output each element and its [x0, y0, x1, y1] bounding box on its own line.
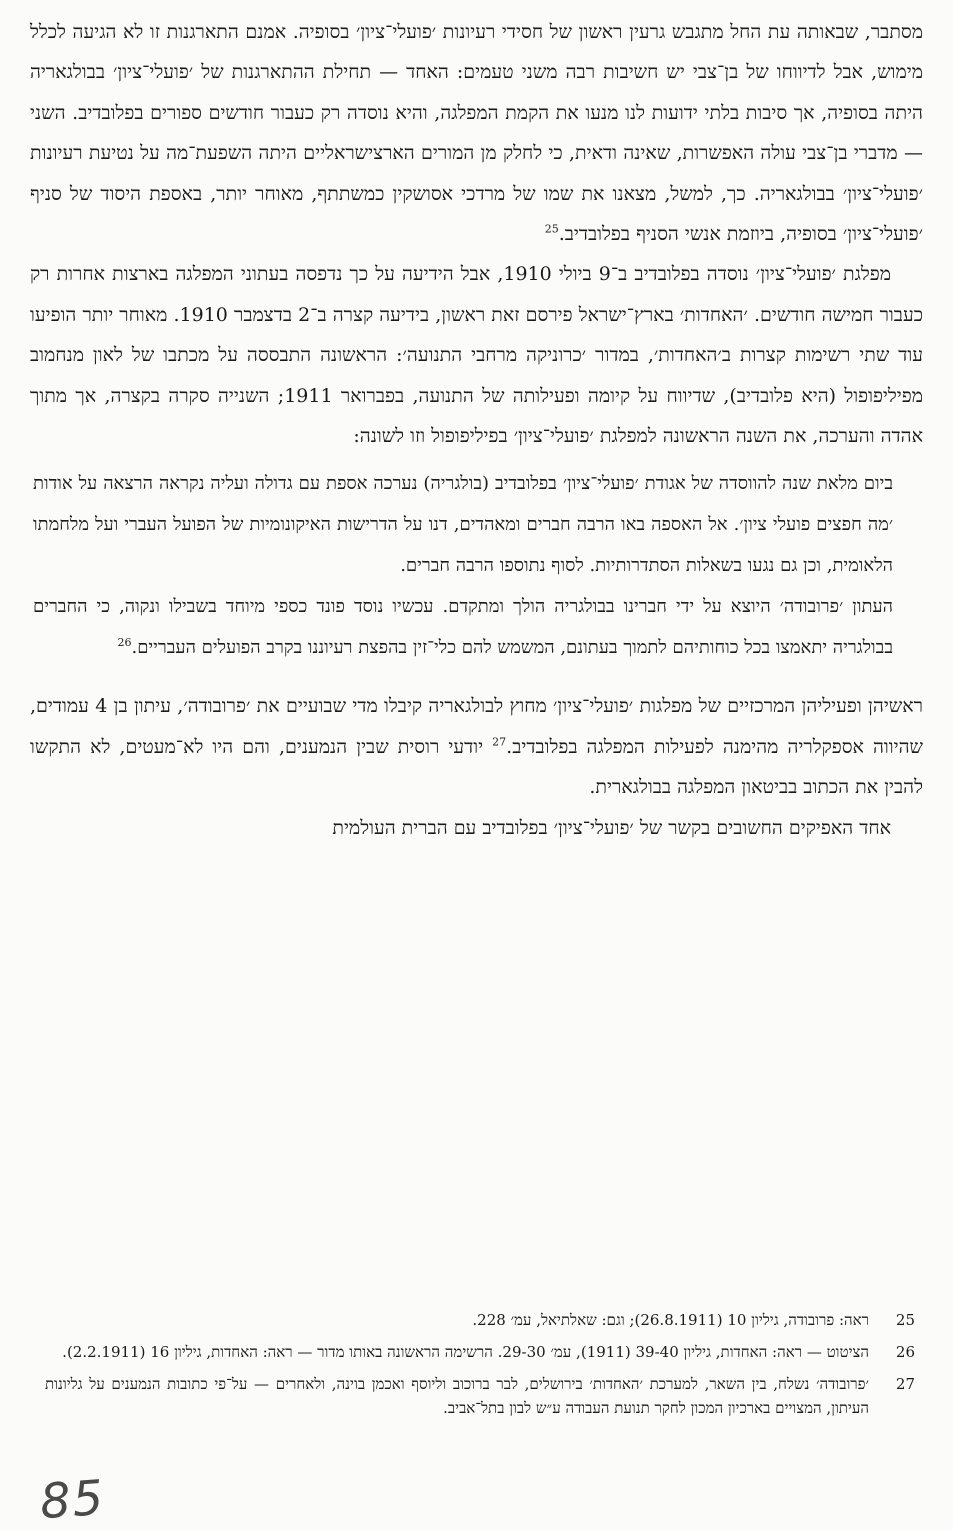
footnote-text: ׳פרובודה׳ נשלח, בין השאר, למערכת ׳האחדות׳ בירושלים, לבר ברוכוב וליוסף ואכמן בוינה, ולאחרים — על־פי כתובות הנמענים על גליונות העיתון, המצויים בארכיון המכון לחקר תנועת העבודה ע״ש לבון בתל־אביב. — [45, 1375, 869, 1417]
footnote-26 — [45, 1340, 915, 1364]
spacer — [30, 668, 923, 686]
paragraph-2: מפלגת ׳פועלי־ציון׳ נוסדה בפלובדיב ב־9 ביולי 1910, אבל הידיעה על כך נדפסה בעתוני המפלגה בארצות אחרות רק כעבור חמישה חודשים. ׳האחדות׳ בארץ־ישראל פירסם זאת ראשון, בידיעה קצרה ב־2 בדצמבר 1910. מאוחר יותר הופיעו עוד שתי רשימות קצרות ב׳האחדות׳, במדור ׳כרוניקה מרחבי התנועה׳: הראשונה התבססה על מכתבו של לאון מנחמוב מפיליפופול (היא פלובדיב), שדיווח על קיומה ופעילותה של התנועה, בפברואר 1911; השנייה סקרה בקצרה, אך מתוך אהדה והערכה, את השנה הראשונה למפלגת ׳פועלי־ציון׳ בפיליפופול וזו לשונה: — [30, 263, 924, 448]
paragraph-3-text-a: ראשיהן ופעיליהן המרכזיים של מפלגות ׳פועלי־ציון׳ מחוץ לבולגאריה קיבלו מדי שבועיים את ׳פרובודה׳, עיתון בן 4 עמודים, שהיווה אספקלריה מהימנה לפעילות המפלגה בפלובדיב. — [30, 695, 923, 758]
footnote-27 — [45, 1372, 915, 1420]
footnotes — [45, 1308, 915, 1428]
footnote-ref-25[interactable]: 25 — [544, 222, 559, 236]
paragraph-3-text-b: יודעי רוסית שבין הנמענים, והם היו לא־מעטים, לא התקשו להבין את הכתוב בביטאון המפלגה בבולגארית. — [30, 735, 923, 799]
footnote-number: 27 — [895, 1375, 915, 1393]
paragraph-4: אחד האפיקים החשובים בקשר של ׳פועלי־ציון׳ בפלובדיב עם הברית העולמית — [332, 816, 891, 839]
block-quote — [33, 464, 893, 668]
paragraph-1-text: מסתבר, שבאותה עת החל מתגבש גרעין ראשון של חסידי רעיונות ׳פועלי־ציון׳ בסופיה. אמנם התארגנות זו לא הגיעה לכלל מימוש, אבל לדיווחו של בן־צבי יש חשיבות רבה משני טעמים: האחד — תחילת ההתארגנות של ׳פועלי־ציון׳ בבולגאריה היתה בסופיה, אך סיבות בלתי ידועות לנו מנעו את הקמת המפלגה, והיא נוסדה רק כעבור חודשים ספורים בפלובדיב. השני — מדברי בן־צבי עולה האפשרות, שאינה ודאית, כי לחלק מן המורים הארצישראליים היתה השפעת־מה על נטיעת רעיונות ׳פועלי־ציון׳ בבולגאריה. כך, למשל, מצאנו את שמו של מרדכי אסושקין כמשתתף, מאוחר יותר, באספת היסוד של סניף ׳פועלי־ציון׳ בסופיה, ביוזמת אנשי הסניף בפלובדיב. — [30, 21, 923, 246]
footnote-number: 26 — [895, 1343, 915, 1361]
quote-paragraph-2 — [33, 587, 893, 669]
paragraph-1 — [30, 12, 923, 254]
footnote-25 — [45, 1308, 915, 1332]
footnote-ref-27[interactable]: 27 — [492, 735, 507, 749]
quote-paragraph-2-text: העתון ׳פרובודה׳ היוצא על ידי חברינו בבולגריה הולך ומתקדם. עכשיו נוסד פונד כספי מיוחד בשבילו ונקוה, כי החברים בבולגריה יתאמצו בכל כוחותיהם לתמוך בעתונם, המשמש להם כלי־זין בהפצת רעיוננו בקרב הפועלים העבריים. — [33, 595, 893, 658]
paragraph-3 — [30, 686, 923, 807]
quote-paragraph-1: ביום מלאת שנה להווסדה של אגודת ׳פועלי־ציון׳ בפלובדיב (בולגריה) נערכה אספת עם גדולה ועליה נקראה הרצאה על אודות ׳מה חפצים פועלי ציון׳. אל האספה באו הרבה חברים ומאהדים, דנו על הדרישות האיקונומיות של הפועל העברי ועל מלחמתו הלאומית, וכן גם נגעו בשאלות הסתדרותיות. לסוף נתוספו הרבה חברים. — [33, 473, 893, 577]
page-body — [30, 12, 923, 848]
handwritten-page-number: 85 — [38, 1469, 107, 1531]
footnote-text: הציטוט — ראה: האחדות, גיליון 39-40 (1911), עמ׳ 29-30. הרשימה הראשונה באותו מדור — ראה: האחדות, גיליון 16 (2.2.1911). — [62, 1343, 869, 1361]
footnote-ref-26[interactable]: 26 — [117, 635, 132, 649]
footnote-number: 25 — [895, 1311, 915, 1329]
footnote-text: ראה: פרובודה, גיליון 10 (26.8.1911); וגם: שאלתיאל, עמ׳ 228. — [472, 1311, 869, 1329]
